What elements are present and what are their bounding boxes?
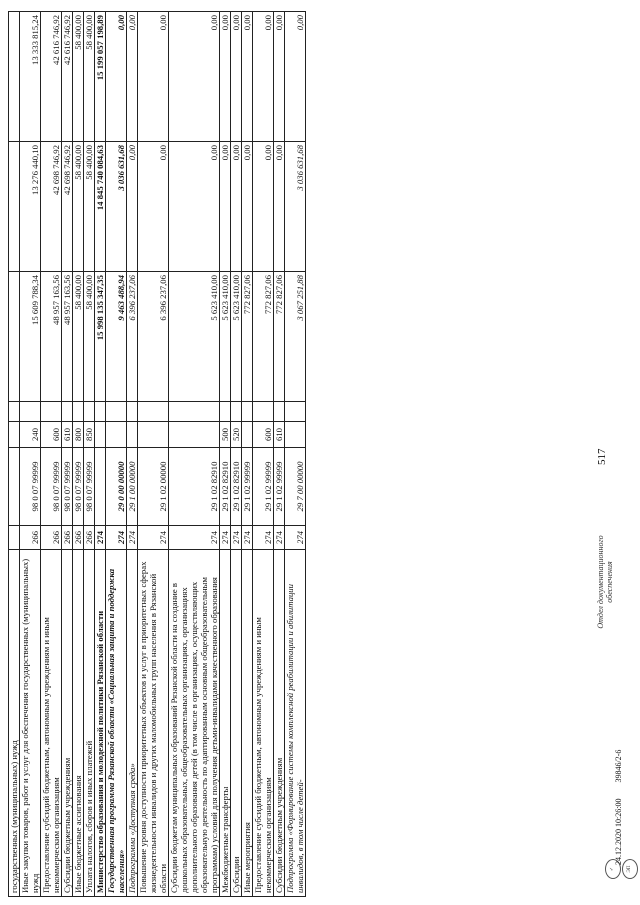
- table-row: [84, 12, 95, 897]
- row-code: [95, 448, 106, 526]
- row-value-2: 0,00: [242, 142, 253, 272]
- row-value-2: 0,00: [138, 142, 169, 272]
- budget-table: [8, 11, 306, 897]
- row-vr: 610: [62, 422, 73, 448]
- row-value-3: 0,00: [242, 12, 253, 142]
- row-value-1: 15 609 788,34: [20, 272, 41, 402]
- row-value-3: 0,00: [253, 12, 274, 142]
- row-name: Уплата налогов, сборов и иных платежей: [84, 550, 95, 897]
- row-value-1: 5 623 410,00: [169, 272, 220, 402]
- table-row: [62, 12, 73, 897]
- page-number: 517: [596, 448, 608, 465]
- row-vr: 600: [41, 422, 62, 448]
- footer-doc-id: 39846/2-6: [614, 749, 623, 783]
- row-value-3: 42 616 746,92: [62, 12, 73, 142]
- row-value-2: 0,00: [169, 142, 220, 272]
- row-name: Повышение уровня доступности приоритетных объектов и услуг в приоритетных сферах жизнедеятельности инвалидов и других маломобильных групп населения в Рязанской области: [138, 550, 169, 897]
- footer-date: 24.12.2020 10:26:00: [614, 798, 623, 865]
- row-value-3: 0,00: [127, 12, 138, 142]
- row-value-1: 48 957 163,56: [41, 272, 62, 402]
- row-empty: [127, 402, 138, 422]
- row-name: Предоставление субсидий бюджетным, автономным учреждениям и иным некоммерческим организациям: [41, 550, 62, 897]
- row-code: 98 0 07 99999: [73, 448, 84, 526]
- row-value-2: 0,00: [231, 142, 242, 272]
- row-name: Субсидии: [231, 550, 242, 897]
- row-value-2: 58 400,00: [84, 142, 95, 272]
- row-empty: [41, 402, 62, 422]
- row-name: Иные мероприятия: [242, 550, 253, 897]
- row-name: государственных (муниципальных) нужд: [9, 550, 20, 897]
- row-code: 29 1 02 99999: [253, 448, 274, 526]
- row-code: 29 1 02 99999: [274, 448, 285, 526]
- row-ministry: 274: [285, 526, 306, 550]
- row-value-2: [9, 142, 20, 272]
- table-row: [231, 12, 242, 897]
- row-empty: [242, 402, 253, 422]
- row-empty: [253, 402, 274, 422]
- table-row: [73, 12, 84, 897]
- row-value-1: 6 396 237,06: [127, 272, 138, 402]
- row-value-3: 0,00: [169, 12, 220, 142]
- row-ministry: 274: [169, 526, 220, 550]
- row-value-1: [9, 272, 20, 402]
- row-value-3: 0,00: [106, 12, 127, 142]
- row-empty: [20, 402, 41, 422]
- row-name: Субсидии бюджетным учреждениям: [62, 550, 73, 897]
- row-code: 29 1 02 82910: [220, 448, 231, 526]
- row-empty: [9, 402, 20, 422]
- row-name: Подпрограмма «Формирование системы комплексной реабилитации и абилитации инвалидов, в том числе детей-: [285, 550, 306, 897]
- row-value-2: 0,00: [127, 142, 138, 272]
- row-empty: [95, 402, 106, 422]
- row-name: Министерство образования и молодежной политики Рязанской области: [95, 550, 106, 897]
- row-ministry: 274: [127, 526, 138, 550]
- row-value-2: 3 036 631,68: [285, 142, 306, 272]
- table-row: [285, 12, 306, 897]
- row-code: 29 1 02 00000: [138, 448, 169, 526]
- footer-department: Отдел документационного обеспечения: [596, 535, 614, 629]
- row-code: 29 0 00 00000: [106, 448, 127, 526]
- row-value-2: 42 698 746,92: [62, 142, 73, 272]
- row-value-2: 42 698 746,92: [41, 142, 62, 272]
- row-empty: [274, 402, 285, 422]
- row-value-1: 48 957 163,56: [62, 272, 73, 402]
- row-name: Предоставление субсидий бюджетным, автономным учреждениям и иным некоммерческим организациям: [253, 550, 274, 897]
- row-ministry: 274: [138, 526, 169, 550]
- row-vr: [95, 422, 106, 448]
- row-value-2: 3 036 631,68: [106, 142, 127, 272]
- row-value-2: 0,00: [253, 142, 274, 272]
- row-value-1: 772 827,06: [242, 272, 253, 402]
- table-row: [253, 12, 274, 897]
- row-name: Иные бюджетные ассигнования: [73, 550, 84, 897]
- row-ministry: 274: [274, 526, 285, 550]
- row-ministry: 274: [231, 526, 242, 550]
- seal-icon: ЭП: [622, 859, 638, 879]
- row-value-2: 0,00: [220, 142, 231, 272]
- row-vr: 240: [20, 422, 41, 448]
- row-code: 98 0 07 99999: [20, 448, 41, 526]
- row-ministry: 266: [20, 526, 41, 550]
- row-vr: 610: [274, 422, 285, 448]
- row-empty: [73, 402, 84, 422]
- row-name: Субсидии бюджетам муниципальных образований Рязанской области на создание в дошкольных образовательных, общеобразовательных организациях, организациях дополнительного образования детей (в том числе в организациях, осуществляющих образовательную деятельность по адаптированным основным общеобразовательным программам) условий для получения детьми-инвалидами качественного образования: [169, 550, 220, 897]
- row-value-3: 15 199 057 198,89: [95, 12, 106, 142]
- row-empty: [220, 402, 231, 422]
- row-value-3: 58 400,00: [84, 12, 95, 142]
- table-row: [127, 12, 138, 897]
- row-ministry: 274: [95, 526, 106, 550]
- row-value-1: 3 067 251,88: [285, 272, 306, 402]
- row-name: Межбюджетные трансферты: [220, 550, 231, 897]
- row-value-1: 772 827,06: [274, 272, 285, 402]
- row-name: Субсидии бюджетным учреждениям: [274, 550, 285, 897]
- row-value-1: 772 827,06: [253, 272, 274, 402]
- row-vr: 800: [73, 422, 84, 448]
- table-row: [274, 12, 285, 897]
- row-ministry: 274: [242, 526, 253, 550]
- row-name: Подпрограмма «Доступная среда»: [127, 550, 138, 897]
- row-value-3: 13 333 815,24: [20, 12, 41, 142]
- row-empty: [169, 402, 220, 422]
- row-empty: [138, 402, 169, 422]
- table-row: [20, 12, 41, 897]
- row-code: [9, 448, 20, 526]
- row-code: 29 1 02 82910: [231, 448, 242, 526]
- row-value-2: 58 400,00: [73, 142, 84, 272]
- table-row: [9, 12, 20, 897]
- row-code: 98 0 07 99999: [84, 448, 95, 526]
- row-value-3: 0,00: [274, 12, 285, 142]
- row-value-2: 0,00: [274, 142, 285, 272]
- row-value-3: 0,00: [220, 12, 231, 142]
- row-empty: [84, 402, 95, 422]
- table-row: [41, 12, 62, 897]
- row-ministry: 266: [41, 526, 62, 550]
- row-ministry: 274: [253, 526, 274, 550]
- row-value-3: 0,00: [285, 12, 306, 142]
- budget-table-body: [9, 12, 306, 897]
- row-value-3: 42 616 746,92: [41, 12, 62, 142]
- row-ministry: 266: [84, 526, 95, 550]
- row-value-1: 9 463 488,94: [106, 272, 127, 402]
- row-value-3: 0,00: [138, 12, 169, 142]
- row-vr: 520: [231, 422, 242, 448]
- footer-info: [614, 736, 623, 865]
- row-vr: [127, 422, 138, 448]
- table-row: [169, 12, 220, 897]
- row-ministry: 274: [106, 526, 127, 550]
- row-vr: 500: [220, 422, 231, 448]
- row-value-1: 6 396 237,06: [138, 272, 169, 402]
- row-name: Государственная программа Рязанской области «Социальная защита и поддержка населения»: [106, 550, 127, 897]
- row-ministry: 266: [73, 526, 84, 550]
- row-code: 29 7 00 00000: [285, 448, 306, 526]
- row-empty: [231, 402, 242, 422]
- row-code: 98 0 07 99999: [62, 448, 73, 526]
- table-row: [95, 12, 106, 897]
- stamp-icon: ✓: [605, 859, 621, 879]
- table-row: [138, 12, 169, 897]
- row-code: 98 0 07 99999: [41, 448, 62, 526]
- row-vr: [242, 422, 253, 448]
- row-vr: [106, 422, 127, 448]
- table-row: [242, 12, 253, 897]
- row-vr: [9, 422, 20, 448]
- row-ministry: [9, 526, 20, 550]
- row-value-3: [9, 12, 20, 142]
- row-vr: [285, 422, 306, 448]
- row-value-3: 58 400,00: [73, 12, 84, 142]
- row-vr: 600: [253, 422, 274, 448]
- row-vr: [169, 422, 220, 448]
- row-code: 29 1 02 82910: [169, 448, 220, 526]
- row-value-1: 58 400,00: [84, 272, 95, 402]
- row-empty: [106, 402, 127, 422]
- row-value-3: 0,00: [231, 12, 242, 142]
- row-value-2: 13 276 440,10: [20, 142, 41, 272]
- table-row: [106, 12, 127, 897]
- row-value-1: 5 623 410,00: [220, 272, 231, 402]
- row-vr: 850: [84, 422, 95, 448]
- row-name: Иные закупки товаров, работ и услуг для обеспечения государственных (муниципальных) нужд: [20, 550, 41, 897]
- table-row: [220, 12, 231, 897]
- row-vr: [138, 422, 169, 448]
- row-value-1: 5 623 410,00: [231, 272, 242, 402]
- row-empty: [62, 402, 73, 422]
- row-empty: [285, 402, 306, 422]
- row-value-1: 15 998 135 347,35: [95, 272, 106, 402]
- row-ministry: 266: [62, 526, 73, 550]
- row-code: 29 1 02 99999: [242, 448, 253, 526]
- row-value-2: 14 845 740 084,63: [95, 142, 106, 272]
- row-code: 29 1 00 00000: [127, 448, 138, 526]
- row-ministry: 274: [220, 526, 231, 550]
- row-value-1: 58 400,00: [73, 272, 84, 402]
